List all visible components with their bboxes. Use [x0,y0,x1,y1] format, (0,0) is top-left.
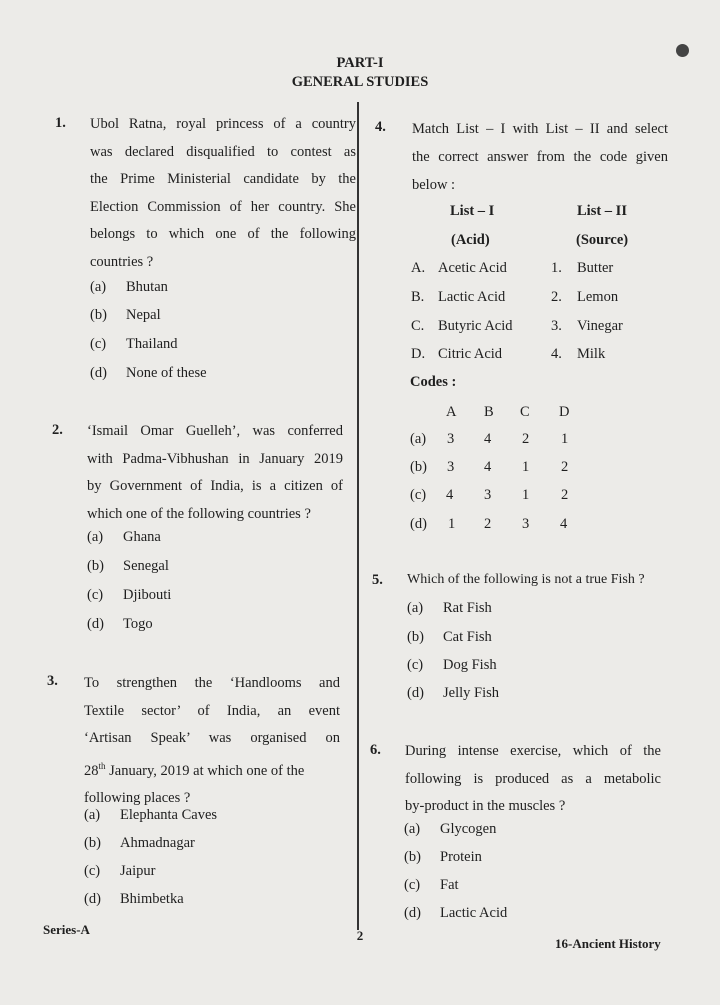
list-1-key: C. [411,318,425,334]
option-c[interactable] [90,336,178,353]
code-head: C [520,404,530,420]
code-value: 3 [447,459,455,475]
code-value: 1 [522,459,530,475]
question-line: the correct answer from the code given [412,149,668,165]
series-label: Series-A [43,922,90,937]
list-2-value: Lemon [577,289,619,305]
column-divider [357,102,359,930]
option-label: (b) [404,849,421,865]
code-head: B [484,404,494,420]
code-option-label: (d) [410,516,427,532]
list-2-key: 2. [551,289,562,305]
code-value: 3 [447,431,455,447]
question-line: Match List – I with List – II and select [412,121,668,137]
question-line: Textile sector’ of India, an event [84,702,340,719]
code-value: 4 [560,516,568,532]
option-text: Glycogen [440,821,497,837]
question-line: the Prime Ministerial candidate by the [90,171,356,187]
option-d[interactable] [87,616,153,633]
list-2-value: Butter [577,260,614,276]
option-text: Thailand [126,336,178,352]
option-c[interactable] [407,657,497,674]
option-a[interactable] [404,821,496,838]
option-a[interactable] [84,807,217,824]
ordinal-suffix: th [98,760,106,771]
option-label: (c) [404,877,421,893]
option-label: (a) [90,279,107,295]
question-number: 4. [375,119,386,135]
code-value: 3 [484,487,492,503]
option-b[interactable] [84,835,195,852]
list-1-title: List – I [450,203,495,219]
code-value: 4 [446,487,454,503]
option-text: Togo [123,616,153,632]
code-value: 1 [561,431,569,447]
code-value: 4 [484,459,492,475]
question-line: following is produced as a metabolic [405,770,661,787]
list-1-value: Lactic Acid [438,289,506,305]
option-label: (a) [407,600,424,616]
question-line [84,753,340,785]
code-value: 4 [484,431,492,447]
question-line: which one of the following countries ? [87,505,311,522]
code-value: 2 [561,459,569,475]
option-text: Jaipur [120,863,156,879]
option-text: Djibouti [123,587,172,603]
question-text: Which of the following is not a true Fish ? [407,572,645,587]
option-label: (b) [87,558,104,574]
question-text [84,670,340,812]
list-2-subtitle: (Source) [576,232,629,248]
option-label: (c) [87,587,104,603]
codes-label: Codes : [410,374,457,390]
question-text [405,738,661,821]
code-head: D [559,404,570,420]
question-line: with Padma-Vibhushan in January 2019 [87,450,343,467]
option-d[interactable] [404,905,507,922]
option-text: Fat [440,877,459,893]
option-label: (d) [84,891,101,907]
question-line: below : [412,177,456,193]
option-b[interactable] [87,558,169,575]
option-label: (a) [87,529,104,545]
question-line: belongs to which one of the following [90,226,356,242]
list-1-value: Butyric Acid [438,318,513,334]
question-line: ‘Artisan Speak’ was organised on [84,730,340,746]
code-value: 2 [484,516,492,532]
question-number: 2. [52,422,63,438]
option-text: Senegal [123,558,169,574]
option-text: Jelly Fish [443,685,499,701]
question-line: countries ? [90,253,154,270]
subject-label: 16-Ancient History [555,936,661,951]
question-line: by-product in the muscles ? [405,798,566,814]
section-heading: GENERAL STUDIES [291,74,429,90]
option-label: (a) [84,807,101,823]
list-2-title: List – II [577,203,627,219]
option-label: (d) [87,616,104,632]
option-text: Cat Fish [443,629,492,645]
part-heading: PART-I [336,55,384,71]
question-line: Election Commission of her country. She [90,198,356,215]
page-number: 2 [356,928,364,943]
option-label: (b) [407,629,424,645]
list-2-key: 3. [551,318,562,334]
option-d[interactable] [90,365,207,382]
list-1-subtitle: (Acid) [451,232,490,248]
code-value: 2 [561,487,569,503]
option-text: None of these [126,365,207,381]
option-label: (d) [90,365,107,381]
option-text: Ahmadnagar [120,835,195,851]
option-label: (c) [407,657,424,673]
question-text [90,111,356,276]
option-label: (c) [90,336,107,352]
question-line: To strengthen the ‘Handlooms and [84,675,340,691]
question-text [412,115,668,199]
option-c[interactable] [84,863,155,880]
option-b[interactable] [407,629,492,646]
question-number: 6. [370,742,381,758]
option-d[interactable] [84,891,184,908]
question-number: 5. [372,572,383,588]
option-label: (b) [90,307,107,323]
question-line: following places ? [84,789,191,806]
question-line: During intense exercise, which of the [405,743,661,759]
option-label: (b) [84,835,101,851]
option-b[interactable] [90,307,161,324]
question-line: was declared disqualified to contest as [90,143,356,160]
option-text: Lactic Acid [440,905,508,921]
code-option-label: (c) [410,487,427,503]
question-line: ‘Ismail Omar Guelleh’, was conferred [87,423,343,439]
code-value: 3 [522,516,530,532]
list-2-key: 4. [551,346,562,362]
code-option-label: (b) [410,459,427,475]
question-text [87,418,343,528]
option-c[interactable] [404,877,459,894]
option-b[interactable] [404,849,482,866]
option-a[interactable] [90,279,168,296]
question-number: 3. [47,673,58,689]
option-text: Bhutan [126,279,168,295]
code-option-label: (a) [410,431,427,447]
date-day: 28 [84,762,99,779]
option-label: (d) [407,685,424,701]
list-2-key: 1. [551,260,562,276]
option-text: Ghana [123,529,161,545]
option-d[interactable] [407,685,499,702]
option-text: Rat Fish [443,600,492,616]
option-a[interactable] [407,600,492,617]
list-2-value: Vinegar [577,318,623,334]
list-1-value: Acetic Acid [438,260,507,276]
list-1-value: Citric Acid [438,346,503,362]
list-2-value: Milk [577,346,606,362]
option-text: Protein [440,849,482,865]
option-label: (a) [404,821,421,837]
option-label: (c) [84,863,101,879]
code-value: 1 [448,516,456,532]
option-label: (d) [404,905,421,921]
list-1-key: A. [411,260,426,276]
code-value: 2 [522,431,530,447]
option-text: Elephanta Caves [120,807,218,823]
list-1-key: D. [411,346,426,362]
question-number: 1. [55,115,66,131]
option-c[interactable] [87,587,171,604]
option-text: Dog Fish [443,657,497,673]
question-line: Ubol Ratna, royal princess of a country [90,116,356,132]
option-a[interactable] [87,529,161,546]
code-value: 1 [522,487,530,503]
question-line-rest: January, 2019 at which one of the [105,762,305,779]
option-text: Nepal [126,307,161,323]
list-1-key: B. [411,289,425,305]
code-head: A [446,404,457,420]
question-line: by Government of India, is a citizen of [87,478,343,494]
option-text: Bhimbetka [120,891,184,907]
